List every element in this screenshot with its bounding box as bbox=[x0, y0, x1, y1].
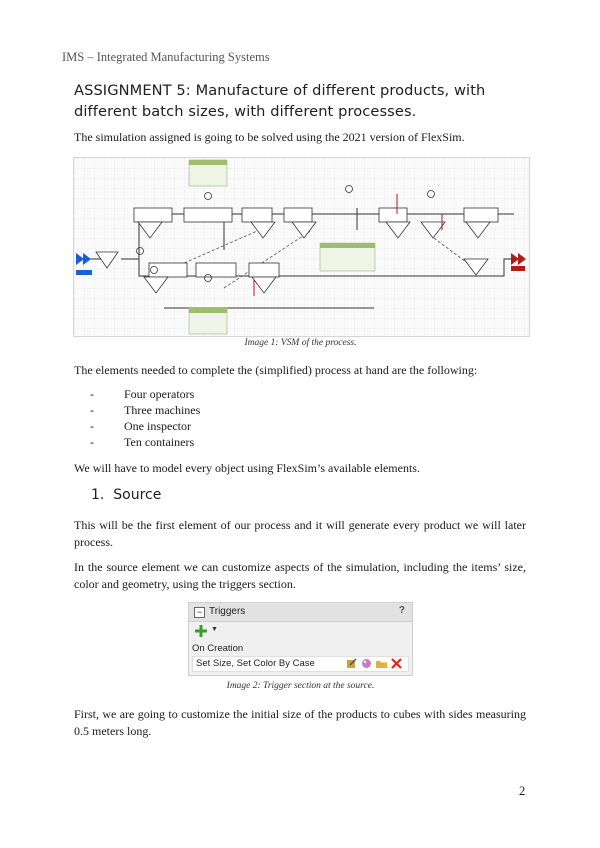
add-trigger-icon[interactable] bbox=[195, 625, 207, 637]
delete-icon[interactable] bbox=[391, 658, 402, 669]
folder-icon[interactable] bbox=[376, 658, 387, 669]
triggers-title: Triggers bbox=[209, 606, 246, 617]
trigger-row-text: Set Size, Set Color By Case bbox=[196, 658, 315, 669]
list-item bbox=[74, 434, 200, 450]
list-item-text: Four operators bbox=[124, 387, 195, 401]
edit-icon[interactable] bbox=[346, 658, 357, 669]
list-item-text: One inspector bbox=[124, 419, 191, 433]
list-item-text: Three machines bbox=[124, 403, 201, 417]
model-note: We will have to model every object using FlexSim’s available elements. bbox=[74, 461, 420, 475]
section-title: Source bbox=[113, 487, 162, 503]
triggers-header bbox=[189, 603, 412, 622]
section-paragraph-2: In the source element we can customize aspects of the simulation, including the items’ size, color and geometry, using the triggers section. bbox=[74, 560, 526, 591]
section-number: 1. bbox=[91, 487, 105, 503]
event-label: On Creation bbox=[192, 643, 244, 654]
list-item bbox=[74, 386, 200, 402]
color-icon[interactable] bbox=[361, 658, 372, 669]
assignment-title: ASSIGNMENT 5: Manufacture of different products, with different batch sizes, with different processes. bbox=[74, 82, 486, 120]
section-heading bbox=[91, 487, 161, 503]
section-paragraph-1: This will be the first element of our process and it will generate every product we will later process. bbox=[74, 518, 526, 549]
figure2-caption: Image 2: Trigger section at the source. bbox=[226, 681, 375, 691]
list-item bbox=[74, 402, 200, 418]
list-dash: - bbox=[90, 387, 94, 401]
list-item bbox=[74, 418, 200, 434]
intro-paragraph: The simulation assigned is going to be solved using the 2021 version of FlexSim. bbox=[74, 130, 465, 144]
list-dash: - bbox=[90, 419, 94, 433]
elements-intro: The elements needed to complete the (simplified) process at hand are the following: bbox=[74, 363, 478, 377]
running-header: IMS – Integrated Manufacturing Systems bbox=[62, 50, 270, 64]
chevron-down-icon[interactable]: ▼ bbox=[211, 626, 218, 633]
vsm-diagram-graphic bbox=[74, 158, 529, 336]
help-icon[interactable]: ? bbox=[398, 605, 405, 616]
collapse-icon[interactable]: − bbox=[194, 607, 205, 618]
page-number: 2 bbox=[519, 784, 526, 798]
list-dash: - bbox=[90, 403, 94, 417]
elements-list bbox=[74, 386, 200, 450]
list-dash: - bbox=[90, 435, 94, 449]
vsm-diagram bbox=[73, 157, 530, 337]
figure1-caption: Image 1: VSM of the process. bbox=[244, 338, 357, 348]
triggers-panel bbox=[188, 602, 413, 676]
closing-paragraph: First, we are going to customize the initial size of the products to cubes with sides measuring 0.5 meters long. bbox=[74, 707, 526, 738]
list-item-text: Ten containers bbox=[124, 435, 195, 449]
trigger-row[interactable] bbox=[192, 656, 409, 672]
